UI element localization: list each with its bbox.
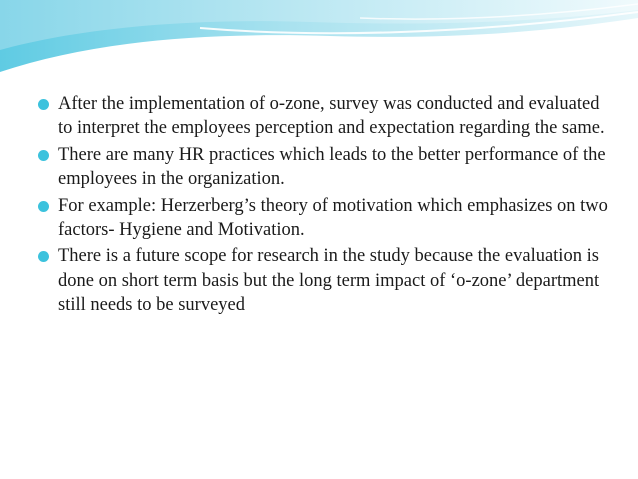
bullet-icon: [38, 251, 49, 262]
bullet-text: After the implementation of o-zone, survey was conducted and evaluated to interpret the employees perception and expectation regarding the same.: [58, 94, 605, 139]
header-wave-decoration: [0, 0, 638, 80]
bullet-text: There are many HR practices which leads to the better performance of the employees in the organization.: [58, 144, 606, 190]
bullet-icon: [38, 150, 49, 161]
bullet-icon: [38, 99, 49, 110]
list-item: [34, 244, 610, 317]
bullet-text: There is a future scope for research in the study because the evaluation is done on short term basis but the long term impact of ‘o-zone’ department still needs to be surveyed: [58, 246, 600, 316]
list-item: [34, 92, 610, 141]
bullet-text: For example: Herzerberg’s theory of motivation which emphasizes on two factors- Hygiene and Motivation.: [58, 195, 608, 241]
bullet-list: [34, 92, 610, 320]
bullet-icon: [38, 201, 49, 212]
list-item: [34, 143, 610, 192]
list-item: [34, 194, 610, 243]
